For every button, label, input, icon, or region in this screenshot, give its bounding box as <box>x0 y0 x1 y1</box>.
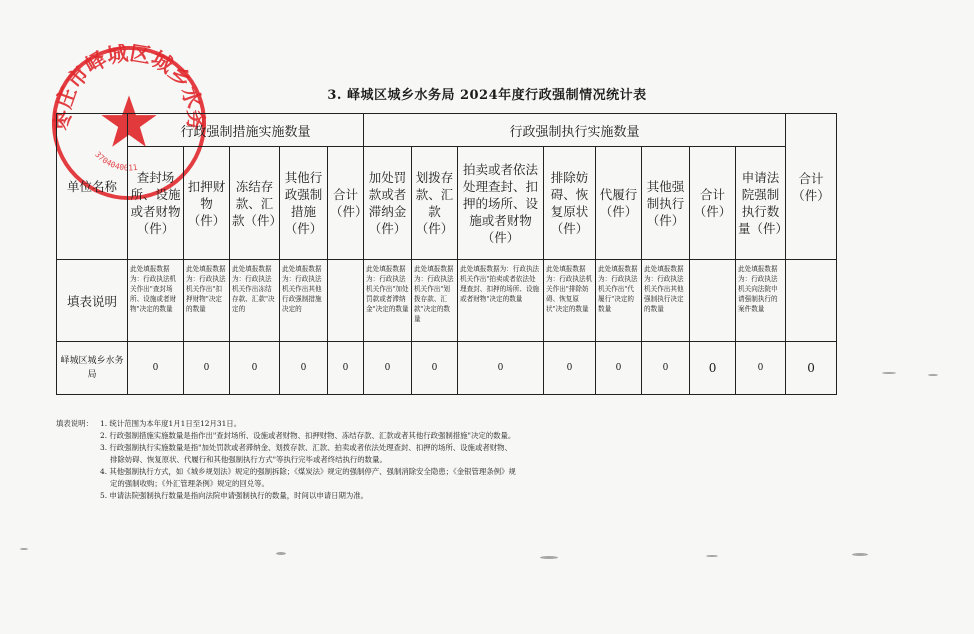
note-cell: 此处填报数据为：行政执法机关作出"加处罚款或者滞纳金"决定的数量 <box>364 260 412 342</box>
group-header-enforcement: 行政强制执行实施数量 <box>364 114 786 147</box>
row-unit-name: 峄城区城乡水务局 <box>57 342 128 395</box>
value-cell: 0 <box>230 342 280 395</box>
scan-speck <box>928 374 938 376</box>
value-cell: 0 <box>412 342 458 395</box>
svg-text:枣庄市峄城区城乡水务局: 枣庄市峄城区城乡水务 <box>50 44 208 131</box>
total-header: 合计（件） <box>786 114 837 260</box>
note-cell: 此处填报数据为：行政执法机关作出"查封场所、设施或者财物"决定的数量 <box>128 260 184 342</box>
note-row-label: 填表说明 <box>57 260 128 342</box>
value-cell: 0 <box>458 342 544 395</box>
footnote-item: 5. 申请法院强制执行数量是指向法院申请强制执行的数量，时间以申请日期为准。 <box>100 491 369 500</box>
value-cell: 0 <box>642 342 690 395</box>
footnote-item: 定的强制收购；《外汇管理条例》规定的回兑等。 <box>110 479 269 488</box>
value-cell: 0 <box>736 342 786 395</box>
scan-speck <box>276 552 286 555</box>
scan-speck <box>540 556 558 559</box>
value-cell: 0 <box>364 342 412 395</box>
col-header: 冻结存款、汇款（件） <box>230 147 280 260</box>
note-cell <box>328 260 364 342</box>
value-cell: 0 <box>328 342 364 395</box>
value-cell: 0 <box>544 342 596 395</box>
col-header: 合计（件） <box>690 147 736 260</box>
svg-text:3704040011: 3704040011 <box>93 149 139 173</box>
value-cell: 0 <box>280 342 328 395</box>
statistics-table <box>56 113 837 395</box>
note-cell: 此处填报数据为：行政执法机关作出其他强制执行决定的数量 <box>642 260 690 342</box>
col-header: 加处罚款或者滞纳金（件） <box>364 147 412 260</box>
footnote-item: 1. 统计范围为本年度1月1日至12月31日。 <box>100 419 242 428</box>
footnote-item: 4. 其他强制执行方式，如《城乡规划法》规定的强制拆除；《煤炭法》规定的强制停产、强制消除安全隐患；《金银管理条例》规 <box>100 467 516 476</box>
scan-speck <box>882 372 896 374</box>
note-cell <box>690 260 736 342</box>
unit-header: 单位名称 <box>57 114 128 260</box>
value-cell: 0 <box>786 342 837 395</box>
note-cell: 此处填报数据为：行政执法机关作出冻结存款、汇款"决定的 <box>230 260 280 342</box>
note-cell: 此处填报数据为：行政执法机关向法院申请强制执行的案件数量 <box>736 260 786 342</box>
scan-speck <box>852 553 868 556</box>
group-header-measures: 行政强制措施实施数量 <box>128 114 364 147</box>
scan-speck <box>20 548 28 550</box>
footnote-item: 3. 行政强制执行实施数量是指"加处罚款或者滞纳金、划拨存款、汇款、拍卖或者依法处理查封、扣押的场所、设施或者财物、 <box>100 443 512 452</box>
col-header: 申请法院强制执行数量（件） <box>736 147 786 260</box>
value-cell: 0 <box>690 342 736 395</box>
note-cell: 此处填报数据为：行政执法机关作出"代履行"决定的数量 <box>596 260 642 342</box>
footnotes-label: 填表说明： <box>56 419 93 428</box>
scan-speck <box>706 555 718 557</box>
col-header: 其他行政强制措施（件） <box>280 147 328 260</box>
col-header: 其他强制执行（件） <box>642 147 690 260</box>
note-cell: 此处填报数据为：行政执法机关作出其他行政强制措施决定的 <box>280 260 328 342</box>
col-header: 合计（件） <box>328 147 364 260</box>
col-header: 排除妨碍、恢复原状（件） <box>544 147 596 260</box>
note-cell: 此处填报数据为：行政执法机关作出"排除妨碍、恢复原状"决定的数量 <box>544 260 596 342</box>
note-cell: 此处填报数据为：行政执法机关作出"扣押财物"决定的数量 <box>184 260 230 342</box>
value-cell: 0 <box>184 342 230 395</box>
note-cell: 此处填报数据为：行政执法机关作出"划拨存款、汇款"决定的数量 <box>412 260 458 342</box>
note-cell: 此处填报数据为：行政执法机关作出"拍卖或者依法处理查封、扣押的场所、设施或者财物"决定的数量 <box>458 260 544 342</box>
note-cell <box>786 260 837 342</box>
value-cell: 0 <box>596 342 642 395</box>
col-header: 代履行（件） <box>596 147 642 260</box>
col-header: 划拨存款、汇款（件） <box>412 147 458 260</box>
col-header: 拍卖或者依法处理查封、扣押的场所、设施或者财物（件） <box>458 147 544 260</box>
report-title: 3. 峄城区城乡水务局 2024年度行政强制情况统计表 <box>327 88 647 103</box>
footnotes <box>56 418 876 502</box>
col-header: 扣押财物（件） <box>184 147 230 260</box>
footnote-item: 2. 行政强制措施实施数量是指作出"查封场所、设施或者财物、扣押财物、冻结存款、汇款或者其他行政强制措施"决定的数量。 <box>100 431 516 440</box>
col-header: 查封场所、设施或者财物（件） <box>128 147 184 260</box>
footnote-item: 排除妨碍、恢复原状、代履行和其他强制执行方式"等执行完毕或者终结执行的数量。 <box>110 455 387 464</box>
value-cell: 0 <box>128 342 184 395</box>
